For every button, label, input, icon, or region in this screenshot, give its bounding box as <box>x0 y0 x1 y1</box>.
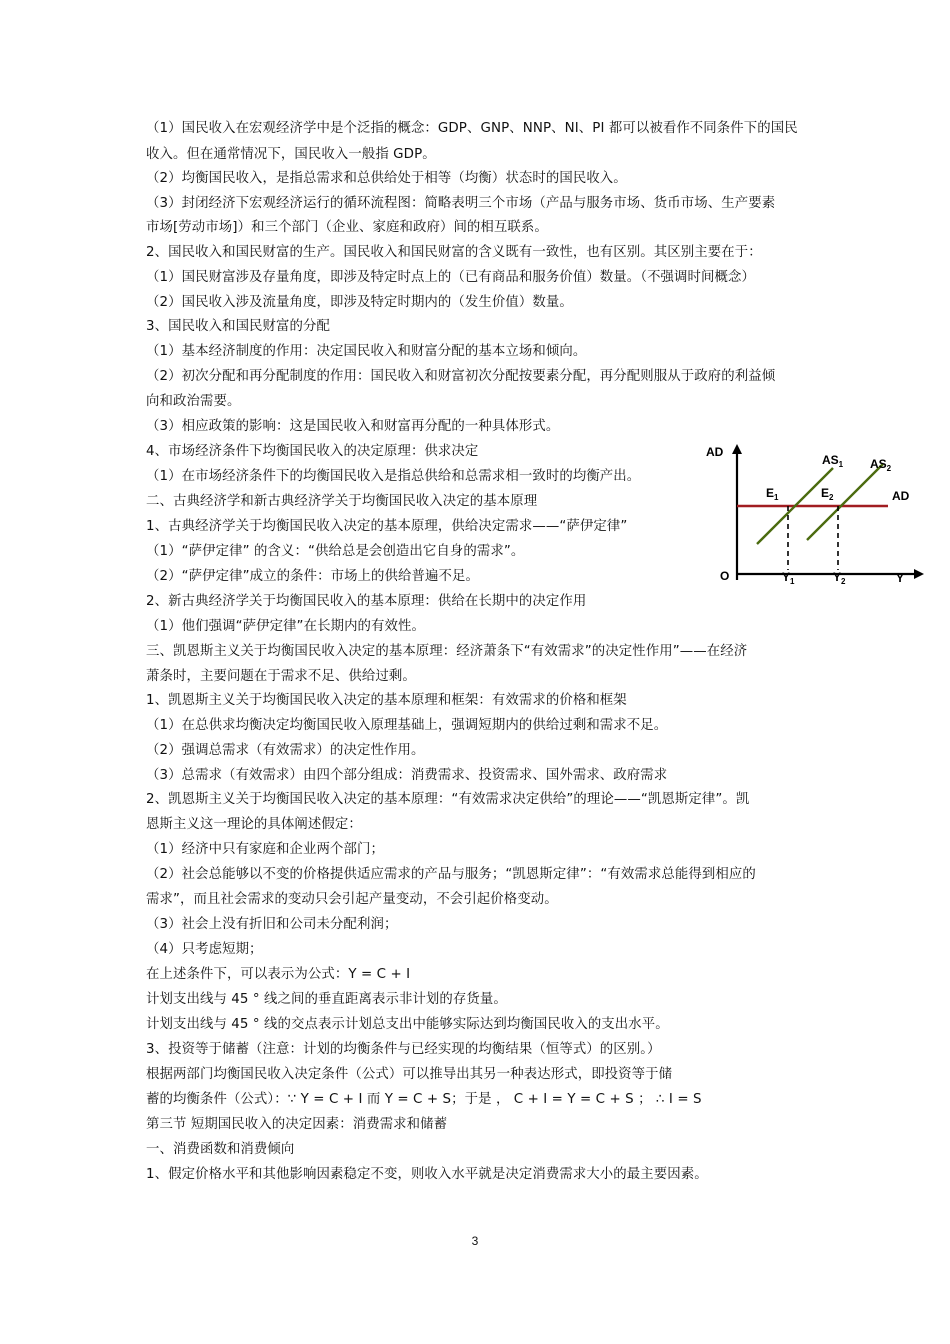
text-line: （1）经济中只有家庭和企业两个部门； <box>146 842 384 857</box>
text-line: 向和政治需要。 <box>146 394 241 409</box>
text-line: （4）只考虑短期； <box>146 942 263 957</box>
text-line: （2）强调总需求（有效需求）的决定性作用。 <box>146 743 425 758</box>
origin-label: O <box>720 569 730 583</box>
page-number: 3 <box>471 1234 479 1248</box>
text-line: 需求”，而且社会需求的变动只会引起产量变动，不会引起价格变动。 <box>146 892 558 907</box>
text-line: 1、古典经济学关于均衡国民收入决定的基本原理，供给决定需求——“萨伊定律” <box>146 519 628 534</box>
text-line: 3、国民收入和国民财富的分配 <box>146 319 330 334</box>
text-line: （3）社会上没有折旧和公司未分配利润； <box>146 917 398 932</box>
text-line: （1）国民收入在宏观经济学中是个泛指的概念：GDP、GNP、NNP、NI、PI 都可以被看作不同条件下的国民 <box>146 121 798 136</box>
text-line: 根据两部门均衡国民收入决定条件（公式）可以推导出其另一种表达形式，即投资等于储 <box>146 1067 673 1082</box>
text-line: 1、假定价格水平和其他影响因素稳定不变，则收入水平就是决定消费需求大小的最主要因素。 <box>146 1167 708 1182</box>
text-line: 萧条时，主要问题在于需求不足、供给过剩。 <box>146 669 416 684</box>
text-line: （2）社会总能够以不变的价格提供适应需求的产品与服务；“凯恩斯定律”：“有效需求总能得到相应的 <box>146 867 756 882</box>
text-line: 4、市场经济条件下均衡国民收入的决定原理：供求决定 <box>146 444 479 459</box>
text-line: 2、国民收入和国民财富的生产。国民收入和国民财富的含义既有一致性，也有区别。其区别主要在于： <box>146 245 762 260</box>
text-line: 一、消费函数和消费倾向 <box>146 1142 295 1157</box>
text-line: 计划支出线与 45 ° 线的交点表示计划总支出中能够实际达到均衡国民收入的支出水平。 <box>146 1017 669 1032</box>
text-line: （1）基本经济制度的作用：决定国民收入和财富分配的基本立场和倾向。 <box>146 344 587 359</box>
x-axis-arrow <box>914 569 924 579</box>
ad-as-diagram <box>700 440 930 590</box>
text-line: （1）“萨伊定律” 的含义：“供给总是会创造出它自身的需求”。 <box>146 544 525 559</box>
y1-label: $Y_1$ <box>782 570 795 586</box>
text-line: （1）他们强调“萨伊定律”在长期内的有效性。 <box>146 619 426 634</box>
text-line: 2、新古典经济学关于均衡国民收入的基本原理：供给在长期中的决定作用 <box>146 594 587 609</box>
text-line: （1）在总供求均衡决定均衡国民收入原理基础上，强调短期内的供给过剩和需求不足。 <box>146 718 668 733</box>
text-line: 恩斯主义这一理论的具体阐述假定： <box>146 817 362 832</box>
text-line: 市场[劳动市场]）和三个部门（企业、家庭和政府）间的相互联系。 <box>146 220 548 235</box>
text-line: 在上述条件下，可以表示为公式：Y = C + I <box>146 967 411 982</box>
e1-label: $E_1$ <box>766 486 779 502</box>
text-line: 收入。但在通常情况下，国民收入一般指 GDP。 <box>146 147 436 162</box>
y-axis-label: AD <box>706 445 724 459</box>
text-line: （2）“萨伊定律”成立的条件：市场上的供给普遍不足。 <box>146 569 479 584</box>
text-line: （3）相应政策的影响：这是国民收入和财富再分配的一种具体形式。 <box>146 419 560 434</box>
text-line: （1）在市场经济条件下的均衡国民收入是指总供给和总需求相一致时的均衡产出。 <box>146 469 641 484</box>
text-line: 2、凯恩斯主义关于均衡国民收入决定的基本原理：“有效需求决定供给”的理论——“凯恩斯定律”。凯 <box>146 792 750 807</box>
text-line: 二、古典经济学和新古典经济学关于均衡国民收入决定的基本原理 <box>146 494 538 509</box>
as2-line <box>807 464 883 540</box>
y2-label: $Y_2$ <box>833 570 846 586</box>
text-line: （3）封闭经济下宏观经济运行的循环流程图：简略表明三个市场（产品与服务市场、货币市场、生产要素 <box>146 196 776 211</box>
text-line: （3）总需求（有效需求）由四个部分组成：消费需求、投资需求、国外需求、政府需求 <box>146 768 668 783</box>
text-line: （1）国民财富涉及存量角度，即涉及特定时点上的（已有商品和服务价值）数量。（不强调时间概念） <box>146 270 755 285</box>
text-line: 1、凯恩斯主义关于均衡国民收入决定的基本原理和框架：有效需求的价格和框架 <box>146 693 627 708</box>
ad-curve-label: AD <box>892 489 910 503</box>
text-line: 第三节 短期国民收入的决定因素：消费需求和储蓄 <box>146 1117 448 1132</box>
text-line: （2）国民收入涉及流量角度，即涉及特定时期内的（发生价值）数量。 <box>146 295 573 310</box>
e2-label: $E_2$ <box>821 486 834 502</box>
as1-label: $AS_1$ <box>822 453 844 469</box>
text-line: 计划支出线与 45 ° 线之间的垂直距离表示非计划的存货量。 <box>146 992 507 1007</box>
x-axis-label: Y <box>896 571 905 585</box>
text-line: 三、凯恩斯主义关于均衡国民收入决定的基本原理：经济萧条下“有效需求”的决定性作用”——在经济 <box>146 644 748 659</box>
as2-label: $AS_2$ <box>870 457 892 473</box>
text-line: （2）均衡国民收入，是指总需求和总供给处于相等（均衡）状态时的国民收入。 <box>146 171 627 186</box>
text-line: （2）初次分配和再分配制度的作用：国民收入和财富初次分配按要素分配，再分配则服从于政府的利益倾 <box>146 369 776 384</box>
text-line: 3、投资等于储蓄（注意：计划的均衡条件与已经实现的均衡结果（恒等式）的区别。） <box>146 1042 661 1057</box>
y-axis-arrow <box>732 444 742 454</box>
text-line: 蓄的均衡条件（公式）：∵ Y = C + I 而 Y = C + S；于是 ， C + I = Y = C + S ； ∴ I = S <box>146 1092 702 1107</box>
